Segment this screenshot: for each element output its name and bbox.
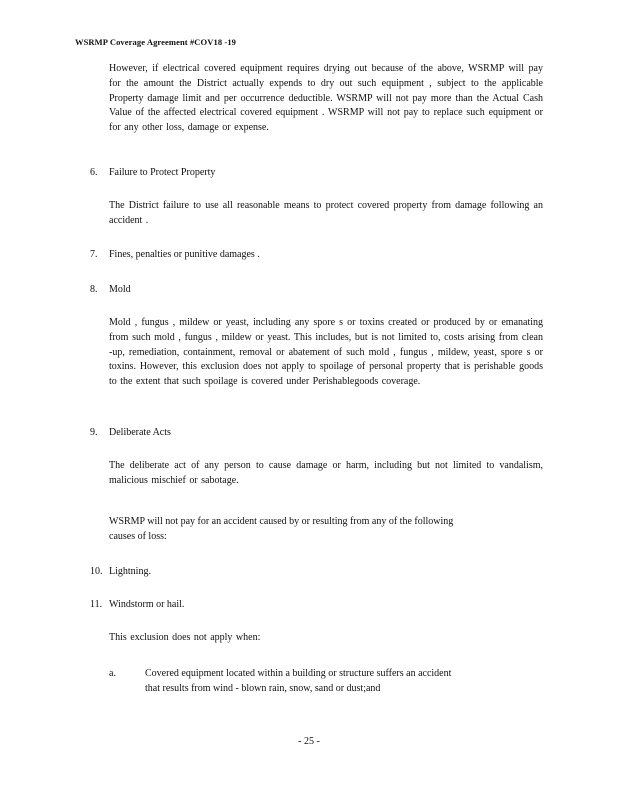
item-number: 8.: [90, 284, 98, 295]
item-number: 10.: [90, 566, 103, 577]
item-11-paragraph: This exclusion does not apply when:: [109, 632, 261, 643]
list-item-11: [90, 598, 184, 612]
sub-item-line-1: Covered equipment located within a building or structure suffers an accident: [145, 668, 452, 679]
item-title: Deliberate Acts: [109, 427, 171, 438]
item-title: Failure to Protect Property: [109, 167, 216, 178]
sub-item-line-2: that results from wind - blown rain, snow, sand or dust;and: [145, 682, 381, 694]
causes-line-1: WSRMP will not pay for an accident caused by or resulting from any of the following: [109, 516, 454, 527]
intro-paragraph: However, if electrical covered equipment requires drying out because of the above, WSRMP will pay for the amount the District actually expends to dry out such equipment , subject to the applicable Property damage limit and per occurrence deductible. WSRMP will not pay more than the Actual Cash Value of the affected electrical covered equipment . WSRMP will not pay to replace such equipment or for any other loss, damage or expense.: [109, 63, 543, 134]
item-title: Windstorm or hail.: [109, 599, 185, 610]
item-number: 7.: [90, 249, 98, 260]
item-9-paragraph: The deliberate act of any person to cause damage or harm, including but not limited to vandalism, malicious mischief or sabotage.: [109, 460, 543, 486]
item-title: Fines, penalties or punitive damages .: [109, 249, 260, 260]
item-title: Lightning.: [109, 566, 151, 577]
causes-paragraph: [109, 515, 549, 545]
causes-line-2: causes of loss:: [109, 530, 167, 542]
item-number: 6.: [90, 167, 98, 178]
item-8-paragraph: Mold , fungus , mildew or yeast, including any spore s or toxins created or produced by or emanating from such mold , fungus , mildew or yeast. This includes, but is not limited to, costs arising from clean -up, remediation, containment, removal or abatement of such mold , fungus , mildew, yeast, spore s or toxins. However, this exclusion does not apply to spoilage of personal property that is perishable goods to the extent that such spoilage is covered under Perishablegoods coverage.: [109, 317, 543, 388]
list-item-6: [90, 166, 215, 180]
page-number: - 25 -: [298, 736, 320, 747]
list-item-8: [90, 283, 131, 297]
sub-item-a: [109, 667, 529, 697]
item-number: 11.: [90, 599, 103, 610]
item-number: 9.: [90, 427, 98, 438]
list-item-10: [90, 565, 151, 579]
item-6-paragraph: The District failure to use all reasonable means to protect covered property from damage following an accident .: [109, 200, 543, 226]
document-header: WSRMP Coverage Agreement #COV18 -19: [75, 37, 237, 47]
sub-item-letter: a.: [109, 668, 116, 679]
item-title: Mold: [109, 284, 131, 295]
list-item-7: [90, 248, 260, 262]
list-item-9: [90, 426, 171, 440]
